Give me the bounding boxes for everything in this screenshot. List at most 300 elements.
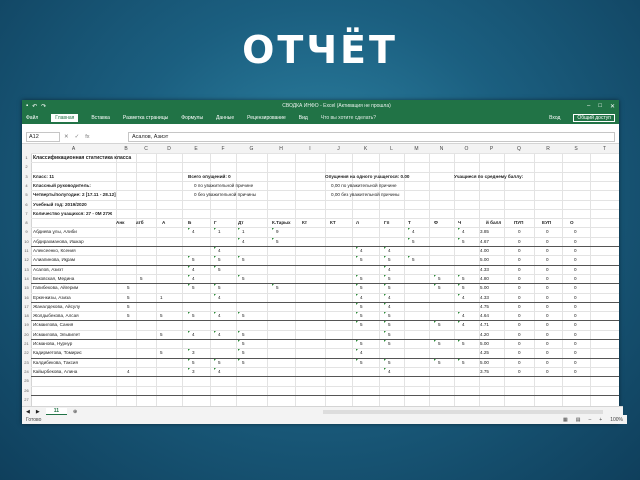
grade-cell[interactable]: 4	[388, 294, 391, 300]
grade-cell[interactable]: 4.00	[480, 248, 489, 253]
grade-cell[interactable]: 5	[160, 350, 163, 356]
normal-view-icon[interactable]: ▦	[563, 416, 568, 423]
grade-cell[interactable]: 0	[546, 331, 549, 337]
student-name[interactable]: Калдибекова, Таксия	[33, 359, 78, 365]
row-header[interactable]: 15	[24, 285, 29, 291]
grade-cell[interactable]: 5	[360, 275, 363, 281]
grade-cell[interactable]: 0	[546, 257, 549, 263]
grade-cell[interactable]: 0	[518, 257, 521, 263]
cell-comment-marker	[188, 359, 190, 361]
close-icon[interactable]: ✕	[609, 103, 615, 110]
grade-cell[interactable]: 0	[546, 285, 549, 291]
grade-cell[interactable]: 0	[546, 359, 549, 365]
cell-comment-marker	[238, 275, 240, 277]
row-header[interactable]: 5	[25, 192, 28, 198]
grade-cell[interactable]: 0	[546, 275, 549, 281]
avg-valid[interactable]: 0,00 по уважительной причине	[331, 182, 397, 188]
grade-cell[interactable]: 5	[388, 341, 391, 346]
grade-cell[interactable]: 5.00	[480, 285, 489, 291]
grade-cell[interactable]: 0	[574, 341, 577, 346]
cell-comment-marker	[214, 294, 216, 296]
grade-cell[interactable]: 5	[360, 313, 363, 319]
grade-cell[interactable]: 4	[192, 331, 195, 337]
grade-cell[interactable]: 5	[360, 257, 363, 263]
grade-cell[interactable]: 4	[218, 294, 221, 300]
grade-cell[interactable]: 4.75	[480, 303, 489, 309]
grade-cell[interactable]: 4	[192, 266, 195, 272]
row-header[interactable]: 10	[24, 238, 29, 244]
grade-column-header[interactable]: Дт	[238, 220, 244, 226]
ribbon-tab[interactable]: Вид	[298, 115, 308, 121]
row-header[interactable]: 11	[24, 248, 29, 253]
cell-comment-marker	[238, 312, 240, 314]
grid-line	[31, 386, 619, 387]
avg-invalid[interactable]: 0,00 без уважительной причины	[331, 192, 400, 198]
grade-cell[interactable]: 9	[276, 229, 279, 235]
grade-cell[interactable]: 0	[546, 368, 549, 374]
next-sheet-icon[interactable]: ▶	[35, 408, 40, 415]
page-layout-icon[interactable]: ▤	[575, 416, 581, 423]
grade-cell[interactable]: 4	[218, 331, 221, 337]
row-header[interactable]: 18	[24, 313, 29, 319]
grade-cell[interactable]: 5	[462, 285, 465, 291]
grade-cell[interactable]: 5	[218, 285, 221, 291]
grade-cell[interactable]: 0	[574, 350, 577, 356]
ribbon-tab[interactable]: Данные	[216, 115, 235, 121]
grade-cell[interactable]: 5	[160, 331, 163, 337]
grade-cell[interactable]: 5	[276, 285, 279, 291]
grade-cell[interactable]: 0	[574, 303, 577, 309]
column-header[interactable]: G	[249, 146, 254, 152]
column-header[interactable]: J	[337, 146, 340, 152]
grade-cell[interactable]: 4	[388, 266, 391, 272]
grade-column-header[interactable]: А	[162, 220, 166, 226]
row-header[interactable]: 13	[24, 266, 29, 272]
maximize-icon[interactable]: □	[598, 102, 602, 109]
grade-cell[interactable]: 5	[242, 331, 245, 337]
grade-cell[interactable]: 5	[242, 341, 245, 346]
cancel-icon[interactable]: ✕	[64, 133, 69, 140]
column-header[interactable]: E	[194, 146, 198, 152]
grade-cell[interactable]: 4.64	[480, 313, 489, 319]
row-header[interactable]: 14	[24, 275, 29, 281]
grade-cell[interactable]: 4.33	[480, 294, 489, 300]
share-button[interactable]: Общий доступ	[573, 114, 615, 122]
grade-column-header[interactable]: К.Тарых	[272, 220, 291, 226]
grade-cell[interactable]: 0	[574, 229, 577, 235]
column-header[interactable]: I	[309, 146, 311, 152]
grade-cell[interactable]: 1	[160, 294, 163, 300]
grade-cell[interactable]: 4	[388, 368, 391, 374]
grade-column-header[interactable]: Кт	[302, 220, 308, 226]
grade-cell[interactable]: 5	[242, 275, 245, 281]
student-name[interactable]: Гапибекова, Айгерим	[33, 285, 79, 291]
grade-cell[interactable]: 5	[388, 257, 391, 263]
grade-column-header[interactable]: Гп	[384, 220, 390, 226]
grade-cell[interactable]: 0	[546, 303, 549, 309]
column-header[interactable]: O	[464, 146, 469, 152]
save-icon[interactable]: ▪	[26, 102, 29, 109]
class-label[interactable]: Класс: 11	[33, 173, 55, 179]
grade-cell[interactable]: 5	[388, 313, 391, 319]
grade-cell[interactable]: 5	[438, 359, 441, 365]
grade-cell[interactable]: 0	[518, 350, 521, 356]
row-header[interactable]: 12	[24, 257, 29, 263]
grade-cell[interactable]: 5	[360, 359, 363, 365]
row-header[interactable]: 22	[24, 350, 29, 356]
year-label[interactable]: Учебный год: 2019/2020	[33, 201, 87, 207]
row-header[interactable]: 3	[25, 173, 28, 179]
grade-cell[interactable]: 5	[192, 285, 195, 291]
grade-cell[interactable]: 5	[388, 359, 391, 365]
grade-cell[interactable]: 0	[546, 322, 549, 328]
grade-cell[interactable]: 5	[388, 322, 391, 328]
grade-cell[interactable]: 5	[192, 313, 195, 319]
column-header[interactable]: F	[221, 146, 225, 152]
sheet-tab-11[interactable]: 11	[46, 408, 67, 416]
grade-cell[interactable]: 0	[546, 341, 549, 346]
grade-cell[interactable]: 0	[574, 257, 577, 263]
grade-column-header[interactable]: Б	[188, 220, 192, 226]
row-header[interactable]: 19	[24, 322, 29, 328]
status-bar	[22, 415, 627, 424]
grade-column-header[interactable]: Ф	[434, 220, 438, 226]
grade-cell[interactable]: 5	[192, 359, 195, 365]
row-header[interactable]: 9	[25, 229, 28, 235]
grade-cell[interactable]: 4.80	[480, 275, 489, 281]
ribbon-tab[interactable]: Главная	[51, 114, 78, 122]
students-label[interactable]: Количество учащихся: 27 - 0М 27Ж	[33, 210, 113, 216]
grade-cell[interactable]: 5	[388, 275, 391, 281]
undo-icon[interactable]: ↶	[32, 103, 38, 110]
grade-cell[interactable]: 4	[462, 313, 465, 319]
grade-cell[interactable]: 5.00	[480, 257, 489, 263]
grade-cell[interactable]: 0	[546, 248, 549, 253]
grade-cell[interactable]: 4.20	[480, 331, 489, 337]
grade-cell[interactable]: 0	[518, 303, 521, 309]
grade-column-header[interactable]: Анк	[116, 220, 125, 226]
cell-comment-marker	[356, 312, 358, 314]
formula-input[interactable]: Асалов, Азиэт	[128, 132, 615, 142]
grade-column-header[interactable]: КТ	[330, 220, 336, 226]
student-name[interactable]: Исманова, Нурнур	[33, 341, 73, 346]
grade-cell[interactable]: 4.33	[480, 266, 489, 272]
grade-cell[interactable]: 5	[242, 257, 245, 263]
grade-cell[interactable]: 5	[412, 238, 415, 244]
grade-cell[interactable]: 4.71	[480, 322, 489, 328]
fx-icon[interactable]: fx	[85, 133, 90, 140]
grid-line	[31, 330, 619, 331]
prev-sheet-icon[interactable]: ◀	[26, 408, 30, 415]
grade-column-header[interactable]: атб	[136, 220, 144, 226]
grade-cell[interactable]: 0	[574, 331, 577, 337]
student-name[interactable]: Исмаилова, Эльвилет	[33, 331, 81, 337]
grade-column-header[interactable]: Ч	[458, 220, 462, 226]
spreadsheet-grid[interactable]	[22, 144, 619, 406]
row-header[interactable]: 7	[25, 210, 28, 216]
ribbon-tab[interactable]: Рецензирование	[247, 115, 286, 121]
cell-comment-marker	[434, 321, 436, 323]
grid-line	[31, 302, 619, 303]
row-header[interactable]: 8	[25, 220, 28, 226]
row-header[interactable]: 23	[24, 359, 29, 365]
grade-cell[interactable]: 0	[546, 350, 549, 356]
column-header[interactable]: S	[574, 146, 578, 152]
student-name[interactable]: Жолдыбекова, Алсая	[33, 313, 79, 319]
row-header[interactable]: 17	[24, 303, 29, 309]
grade-cell[interactable]: 0	[518, 229, 521, 235]
grade-cell[interactable]: 1	[242, 229, 245, 235]
student-name[interactable]: Алиапинова, Иқрам	[33, 257, 76, 263]
grade-cell[interactable]: 5	[242, 350, 245, 356]
grade-cell[interactable]: 5	[360, 285, 363, 291]
grade-cell[interactable]: 4	[360, 350, 363, 356]
grade-cell[interactable]: 0	[574, 322, 577, 328]
student-name[interactable]: Абдирахманова, Ишкар	[33, 238, 84, 244]
row-header[interactable]: 6	[25, 201, 28, 207]
grade-cell[interactable]: 5	[140, 275, 143, 281]
cell-comment-marker	[356, 247, 358, 249]
grade-cell[interactable]: 0	[574, 266, 577, 272]
grade-cell[interactable]: 0	[518, 313, 521, 319]
row-header[interactable]: 1	[25, 155, 28, 160]
row-header[interactable]: 26	[24, 387, 29, 393]
horizontal-scrollbar[interactable]	[323, 410, 603, 414]
grade-column-header[interactable]: ЕУП	[542, 220, 552, 226]
cell-comment-marker	[188, 331, 190, 333]
grade-cell[interactable]: 4	[242, 238, 245, 244]
grade-cell[interactable]: 0	[518, 322, 521, 328]
grade-cell[interactable]: 0	[518, 238, 521, 244]
grade-cell[interactable]: 5	[388, 285, 391, 291]
add-sheet-icon[interactable]: ⊕	[73, 408, 78, 415]
grade-cell[interactable]: 1	[218, 229, 221, 235]
grade-cell[interactable]: 0	[574, 368, 577, 374]
grade-cell[interactable]: 0	[518, 294, 521, 300]
grade-cell[interactable]: 0	[574, 248, 577, 253]
grade-cell[interactable]: 0	[574, 359, 577, 365]
grade-column-header[interactable]: й балл	[486, 220, 502, 226]
student-name[interactable]: Кайырбекова, Алина	[33, 368, 78, 374]
grade-cell[interactable]: 5	[360, 303, 363, 309]
grade-cell[interactable]: 3.75	[480, 368, 489, 374]
grade-cell[interactable]: 5	[462, 359, 465, 365]
tell-me-input[interactable]: Что вы хотите сделать?	[320, 115, 377, 121]
grade-cell[interactable]: 5	[127, 303, 130, 309]
grade-cell[interactable]: 5	[276, 238, 279, 244]
zoom-level[interactable]: 100%	[610, 416, 623, 423]
row-header[interactable]: 20	[24, 331, 29, 337]
grade-cell[interactable]: 0	[518, 275, 521, 281]
grade-cell[interactable]: 4	[462, 229, 465, 235]
grade-cell[interactable]: 0	[574, 285, 577, 291]
cell-comment-marker	[458, 275, 460, 277]
grade-cell[interactable]: 4	[218, 368, 221, 374]
grade-cell[interactable]: 0	[518, 341, 521, 346]
grade-cell[interactable]: 5	[218, 257, 221, 263]
grade-cell[interactable]: 0	[518, 248, 521, 253]
column-header[interactable]: Q	[517, 146, 521, 152]
grid-line	[31, 367, 619, 368]
column-header[interactable]: T	[602, 146, 607, 152]
grade-cell[interactable]: 5	[438, 275, 441, 281]
grade-column-header[interactable]: О	[570, 220, 574, 226]
cell-comment-marker	[384, 256, 386, 258]
grade-cell[interactable]: 5	[360, 322, 363, 328]
grade-cell[interactable]: 4	[127, 368, 130, 374]
grade-cell[interactable]: 0	[546, 294, 549, 300]
student-name[interactable]: Жаналдекова, Айсулу	[33, 303, 81, 309]
grade-cell[interactable]: 4	[218, 313, 221, 319]
column-header[interactable]: R	[546, 146, 550, 152]
avg-absences-title[interactable]: Опущения на одного учащегося: 0.00	[325, 173, 410, 179]
grade-cell[interactable]: 4	[360, 248, 363, 253]
grade-cell[interactable]: 5	[412, 257, 415, 263]
student-name[interactable]: Бековская, Мединa	[33, 275, 75, 281]
absences-valid[interactable]: 0 по уважительной причине	[194, 182, 254, 188]
grade-cell[interactable]: 5	[160, 313, 163, 319]
grade-cell[interactable]: 0	[518, 368, 521, 374]
minimize-icon[interactable]: –	[587, 102, 591, 109]
ribbon-tab[interactable]: Вставка	[91, 115, 110, 121]
row-header[interactable]: 25	[24, 378, 29, 384]
sign-in-link[interactable]: Вход	[549, 115, 561, 121]
student-name[interactable]: Еркенкизы, Азиза	[33, 294, 71, 300]
grade-cell[interactable]: 3	[192, 350, 195, 356]
column-header[interactable]: H	[279, 146, 283, 152]
grade-cell[interactable]: 4	[388, 248, 391, 253]
student-name[interactable]: Абдиева ұлы, Алиби	[33, 229, 77, 235]
grade-cell[interactable]: 5.00	[480, 341, 489, 346]
grade-cell[interactable]: 0	[574, 238, 577, 244]
ribbon-tab[interactable]: Формулы	[181, 115, 204, 121]
student-name[interactable]: Кадирметова, Томирис	[33, 350, 82, 356]
row-header[interactable]: 4	[25, 182, 28, 188]
grade-column-header[interactable]: ПУП	[514, 220, 524, 226]
grade-cell[interactable]: 5	[462, 341, 465, 346]
grade-cell[interactable]: 5	[438, 285, 441, 291]
grade-cell[interactable]: 5	[127, 294, 130, 300]
grade-cell[interactable]: 4	[388, 303, 391, 309]
grade-cell[interactable]: 4	[462, 294, 465, 300]
grade-cell[interactable]: 5.00	[480, 359, 489, 365]
absences-invalid[interactable]: 0 без уважительной причины	[194, 192, 256, 198]
grade-cell[interactable]: 5	[242, 313, 245, 319]
grade-cell[interactable]: 4	[462, 322, 465, 328]
avg-grade[interactable]: Учащиеся по среднему баллу:	[454, 173, 524, 179]
grade-cell[interactable]: 5	[438, 322, 441, 328]
cell-comment-marker	[408, 228, 410, 230]
period-label[interactable]: Четверть/полугодие: 2 [17.11 - 28.12]	[33, 192, 116, 198]
column-header[interactable]: D	[167, 146, 171, 152]
grade-cell[interactable]: 5	[218, 359, 221, 365]
grade-cell[interactable]: 0	[574, 313, 577, 319]
grade-cell[interactable]: 5	[127, 285, 130, 291]
grade-cell[interactable]: 4	[192, 275, 195, 281]
grade-cell[interactable]: 5	[360, 341, 363, 346]
grade-cell[interactable]: 0	[546, 266, 549, 272]
grade-cell[interactable]: 5	[388, 331, 391, 337]
grade-cell[interactable]: 4	[218, 248, 221, 253]
column-header[interactable]: A	[71, 146, 76, 152]
column-header[interactable]: P	[489, 146, 494, 152]
student-name[interactable]: Асалов, Азиэт	[33, 266, 64, 272]
row-header[interactable]: 24	[24, 368, 29, 374]
teacher-label[interactable]: Классный руководитель:	[33, 182, 91, 188]
grade-cell[interactable]: 0	[518, 359, 521, 365]
grid-line	[31, 395, 619, 396]
column-header[interactable]: K	[363, 146, 368, 152]
zoom-out-icon[interactable]: –	[588, 416, 592, 423]
grade-column-header[interactable]: Г	[214, 220, 217, 226]
sheet-title[interactable]: Классификационная статистика класса	[33, 155, 132, 161]
grade-cell[interactable]: 5	[438, 341, 441, 346]
cell-comment-marker	[458, 359, 460, 361]
grid-line	[31, 209, 619, 210]
grid-line	[31, 274, 619, 275]
grade-cell[interactable]: 5	[462, 275, 465, 281]
cell-comment-marker	[356, 321, 358, 323]
grade-cell[interactable]: 3.85	[480, 229, 489, 235]
grade-cell[interactable]: 5	[192, 257, 195, 263]
row-header[interactable]: 2	[25, 164, 28, 170]
grade-cell[interactable]: 4	[192, 229, 195, 235]
grade-cell[interactable]: 4	[360, 294, 363, 300]
grade-cell[interactable]: 4.25	[480, 350, 489, 356]
ribbon-tab[interactable]: Разметка страницы	[122, 115, 169, 121]
column-header[interactable]: B	[124, 146, 128, 152]
cell-comment-marker	[214, 228, 216, 230]
grade-cell[interactable]: 0	[574, 275, 577, 281]
row-header[interactable]: 16	[24, 294, 29, 300]
grade-cell[interactable]: 3	[192, 368, 195, 374]
column-header[interactable]: C	[144, 146, 148, 152]
grade-cell[interactable]: 0	[518, 266, 521, 272]
cell-comment-marker	[458, 312, 460, 314]
grade-cell[interactable]: 0	[546, 238, 549, 244]
row-header[interactable]: 21	[24, 341, 29, 346]
grade-cell[interactable]: 5	[242, 359, 245, 365]
zoom-in-icon[interactable]: +	[599, 416, 603, 423]
grade-cell[interactable]: 0	[574, 294, 577, 300]
row-header[interactable]: 27	[24, 396, 29, 402]
column-header[interactable]: M	[414, 146, 419, 152]
grade-cell[interactable]: 4.67	[480, 238, 489, 244]
grade-cell[interactable]: 4	[412, 229, 415, 235]
grade-cell[interactable]: 0	[518, 331, 521, 337]
grade-column-header[interactable]: Т	[408, 220, 411, 226]
grade-column-header[interactable]: л	[356, 220, 359, 226]
cell-comment-marker	[214, 359, 216, 361]
name-box[interactable]: A12	[26, 132, 60, 142]
grade-cell[interactable]: 5	[218, 266, 221, 272]
redo-icon[interactable]: ↷	[41, 103, 47, 110]
student-name[interactable]: Алексеенко, Ксения	[33, 248, 76, 253]
absences-title[interactable]: Всего опущений: 0	[188, 173, 231, 179]
grade-cell[interactable]: 0	[518, 285, 521, 291]
enter-icon[interactable]: ✓	[74, 133, 80, 140]
grade-cell[interactable]: 0	[546, 313, 549, 319]
student-name[interactable]: Исмаилова, Сания	[33, 322, 74, 328]
grade-cell[interactable]: 5	[127, 313, 130, 319]
grade-cell[interactable]: 0	[546, 229, 549, 235]
column-header[interactable]: N	[439, 146, 444, 152]
ribbon-tab[interactable]: Файл	[26, 115, 39, 121]
cell-comment-marker	[214, 284, 216, 286]
grade-cell[interactable]: 5	[462, 238, 465, 244]
cell-comment-marker	[384, 303, 386, 305]
column-header[interactable]: L	[390, 146, 393, 152]
